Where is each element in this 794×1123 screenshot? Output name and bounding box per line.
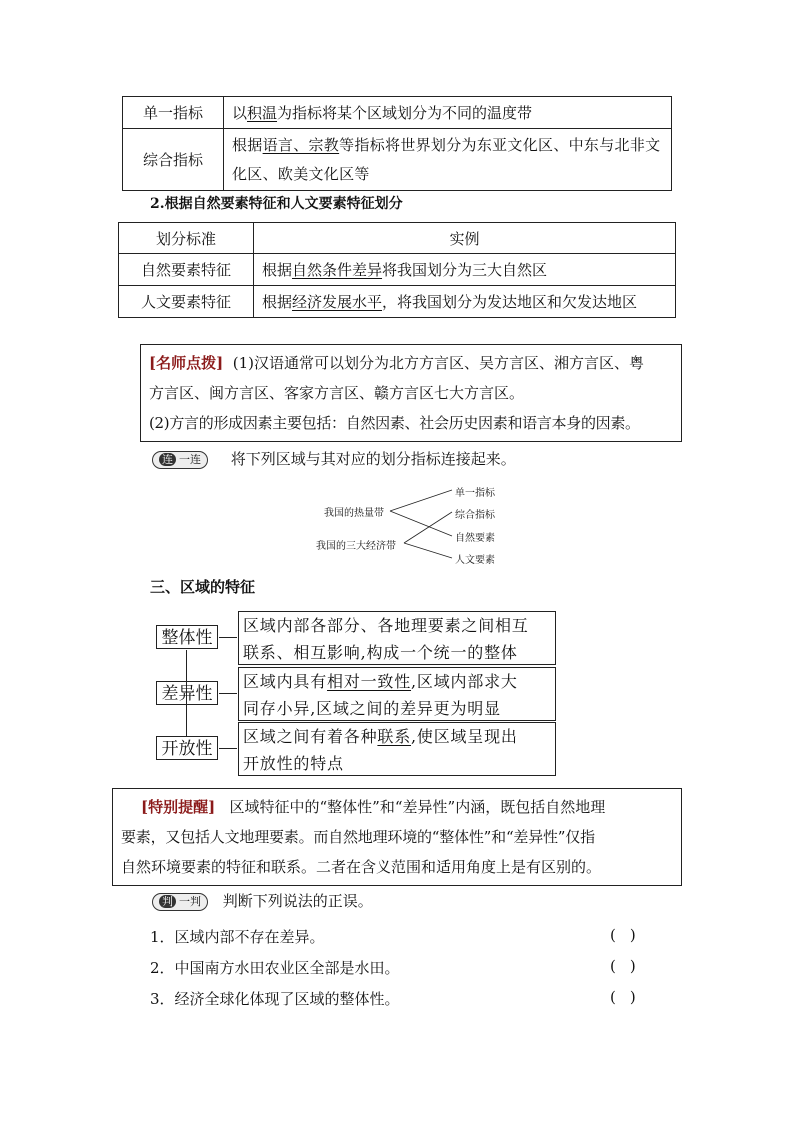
link-line bbox=[390, 490, 452, 511]
underlined-text: 自然条件差异 bbox=[292, 261, 383, 279]
text: 根据 bbox=[232, 135, 263, 154]
judge-item: 2．中国南方水田农业区全部是水田。 bbox=[150, 959, 400, 977]
tip-tag: [特别提醒] bbox=[141, 798, 216, 816]
link-badge bbox=[152, 451, 208, 469]
text: ,使区域呈现出 bbox=[411, 727, 518, 746]
text: ，将我国划分为发达地区和欠发达地区 bbox=[382, 293, 638, 311]
link-instruction: 将下列区域与其对应的划分指标连接起来。 bbox=[230, 450, 516, 468]
feature-label-openness: 开放性 bbox=[156, 736, 218, 760]
feature-desc-openness bbox=[238, 722, 556, 776]
text: 为指标将某个区域划分为不同的温度带 bbox=[277, 104, 533, 122]
text: 区域特征中的“整体性”和“差异性”内涵，既包括自然地理 bbox=[229, 798, 606, 816]
tip-tag: [名师点拨] bbox=[149, 354, 224, 372]
badge-text: 一判 bbox=[179, 895, 201, 908]
desc-line: 联系、相互影响,构成一个统一的整体 bbox=[243, 643, 518, 662]
cell-label: 自然要素特征 bbox=[119, 254, 254, 286]
desc-line: 开放性的特点 bbox=[243, 754, 344, 773]
tip-line bbox=[149, 348, 673, 378]
header-cell: 划分标准 bbox=[119, 223, 254, 254]
text: 区域之间有着各种 bbox=[243, 727, 378, 746]
link-line bbox=[404, 512, 452, 543]
table-row bbox=[123, 97, 672, 129]
desc-line: 区域内部各部分、各地理要素之间相互 bbox=[243, 616, 529, 635]
connector-dash bbox=[219, 637, 237, 638]
connector-dash bbox=[219, 748, 237, 749]
tip-box-reminder bbox=[112, 788, 682, 886]
cell-label: 综合指标 bbox=[123, 129, 224, 191]
badge-char: 判 bbox=[159, 895, 176, 908]
link-diagram bbox=[300, 478, 520, 568]
text: ,区域内部求大 bbox=[411, 672, 518, 691]
link-left-item: 我国的热量带 bbox=[324, 508, 384, 519]
feature-label-difference: 差异性 bbox=[156, 681, 218, 705]
underlined-text: 积温 bbox=[247, 104, 278, 122]
text: 以 bbox=[232, 104, 248, 122]
feature-label-integrity: 整体性 bbox=[156, 625, 218, 649]
table-row bbox=[123, 129, 672, 191]
underlined-text: 语言、宗教 bbox=[262, 135, 340, 154]
judge-item: 1．区域内部不存在差异。 bbox=[150, 928, 325, 946]
link-left-item: 我国的三大经济带 bbox=[316, 541, 396, 552]
table-classification bbox=[118, 222, 676, 318]
desc-line bbox=[243, 668, 551, 695]
text: 区域内具有 bbox=[243, 672, 328, 691]
table-indicators bbox=[122, 96, 672, 191]
text: 将我国划分为三大自然区 bbox=[382, 261, 548, 279]
judge-badge bbox=[152, 893, 208, 911]
header-cell: 实例 bbox=[254, 223, 676, 254]
tip-line: 方言区、闽方言区、客家方言区、赣方言区七大方言区。 bbox=[149, 384, 525, 402]
text: 根据 bbox=[262, 261, 293, 279]
link-right-item: 单一指标 bbox=[455, 488, 495, 499]
answer-blank[interactable]: () bbox=[610, 926, 650, 944]
judge-instruction: 判断下列说法的正误。 bbox=[222, 892, 373, 910]
cell-content bbox=[254, 286, 676, 318]
answer-blank[interactable]: () bbox=[610, 988, 650, 1006]
desc-line bbox=[243, 723, 551, 750]
judge-exercise-header bbox=[152, 890, 373, 912]
desc-line: 同存小异,区域之间的差异更为明显 bbox=[243, 699, 501, 718]
cell-label: 单一指标 bbox=[123, 97, 224, 129]
link-right-item: 人文要素 bbox=[455, 555, 495, 566]
connector-dash bbox=[219, 693, 237, 694]
features-diagram bbox=[156, 610, 558, 776]
table-row bbox=[119, 254, 676, 286]
cell-content bbox=[254, 254, 676, 286]
underlined-text: 经济发展水平 bbox=[292, 293, 383, 311]
link-right-item: 自然要素 bbox=[455, 533, 495, 544]
table-header-row bbox=[119, 223, 676, 254]
section-3-heading: 三、区域的特征 bbox=[150, 578, 256, 596]
tip-box-teacher bbox=[140, 344, 682, 442]
tip-line: 要素，又包括人文地理要素。而自然地理环境的“整体性”和“差异性”仅指 bbox=[121, 828, 595, 846]
heading-2: 2.根据自然要素特征和人文要素特征划分 bbox=[150, 196, 403, 212]
cell-content bbox=[224, 129, 672, 191]
text: 根据 bbox=[262, 293, 293, 311]
cell-label: 人文要素特征 bbox=[119, 286, 254, 318]
cell-content bbox=[224, 97, 672, 129]
badge-char: 连 bbox=[159, 453, 176, 466]
link-exercise-header bbox=[152, 448, 516, 470]
tip-line bbox=[121, 792, 673, 822]
badge-text: 一连 bbox=[179, 453, 201, 466]
tip-line: (2)方言的形成因素主要包括：自然因素、社会历史因素和语言本身的因素。 bbox=[149, 414, 640, 432]
judge-item: 3．经济全球化体现了区域的整体性。 bbox=[150, 990, 400, 1008]
text: (1)汉语通常可以划分为北方方言区、吴方言区、湘方言区、粤 bbox=[232, 354, 645, 372]
answer-blank[interactable]: () bbox=[610, 957, 650, 975]
feature-desc-difference bbox=[238, 667, 556, 721]
table-row bbox=[119, 286, 676, 318]
link-line bbox=[404, 543, 452, 558]
link-right-item: 综合指标 bbox=[455, 510, 495, 521]
tip-line: 自然环境要素的特征和联系。二者在含义范围和适用角度上是有区别的。 bbox=[121, 858, 602, 876]
feature-desc-integrity bbox=[238, 611, 556, 665]
underlined-text: 相对一致性 bbox=[327, 672, 412, 691]
text: 等指标将世界划分为东亚文化区、中东与北非文化区、欧美文化区等 bbox=[232, 135, 661, 183]
underlined-text: 联系 bbox=[377, 727, 412, 746]
